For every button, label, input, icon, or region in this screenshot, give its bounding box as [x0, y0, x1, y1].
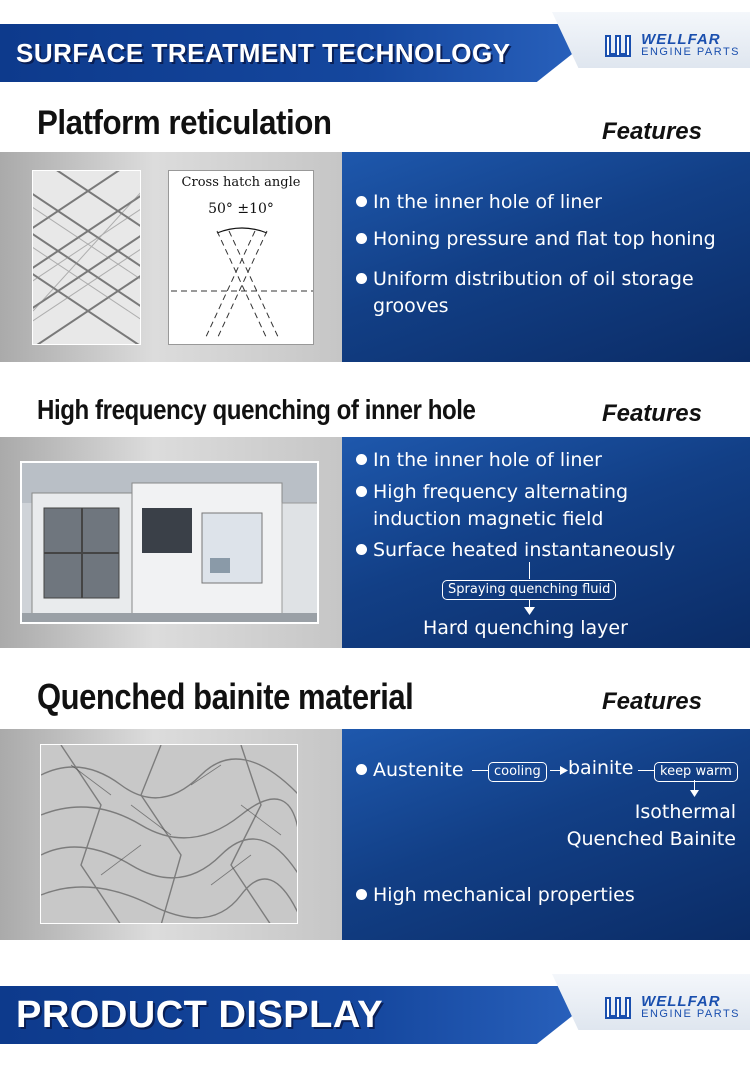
bullet-dot-icon — [356, 764, 367, 775]
logo-name: WELLFAR — [641, 993, 721, 1010]
features-label: Features — [601, 400, 702, 427]
process-connector — [529, 562, 530, 579]
flow-connector — [472, 770, 488, 771]
section-title-platform: Platform reticulation — [37, 104, 332, 142]
process-result: Hard quenching layer — [423, 617, 628, 639]
quenching-machine-photo — [20, 461, 319, 624]
section-title-bainite: Quenched bainite material — [37, 676, 414, 717]
diagram-angle: 50° ±10° — [208, 201, 274, 217]
logo-sub: ENGINE PARTS — [641, 46, 740, 58]
bullet-dot-icon — [356, 889, 367, 900]
cross-hatch-photo — [32, 170, 141, 345]
diagram-title: Cross hatch angle — [181, 175, 301, 190]
logo-name: WELLFAR — [641, 31, 721, 48]
arrow-right-icon — [560, 766, 568, 775]
bullet-dot-icon — [356, 196, 367, 207]
brand-logo — [603, 28, 740, 64]
logo-sub: ENGINE PARTS — [641, 1008, 740, 1020]
bullet-item: In the inner hole of liner — [356, 189, 748, 216]
flow-step-cooling: cooling — [488, 760, 547, 782]
bullet-item — [356, 757, 464, 784]
arrow-down-icon — [690, 790, 699, 797]
logo-mark-icon — [603, 31, 637, 61]
bullet-dot-icon — [356, 233, 367, 244]
flow-start: Austenite — [373, 759, 464, 781]
bullet-dot-icon — [356, 454, 367, 465]
header-banner — [0, 24, 750, 82]
bainite-microstructure-photo — [40, 744, 298, 924]
bullet-item: High mechanical properties — [356, 882, 748, 909]
features-label: Features — [601, 118, 702, 145]
process-tag: Spraying quenching fluid — [442, 578, 616, 600]
banner-title: SURFACE TREATMENT TECHNOLOGY — [16, 38, 511, 68]
banner-title: PRODUCT DISPLAY — [16, 994, 384, 1036]
arrow-down-icon — [524, 607, 535, 615]
panel-features-area — [342, 152, 750, 362]
section-panel-platform — [0, 152, 750, 362]
bullet-item: Surface heated instantaneously — [356, 537, 748, 564]
bullet-item: In the inner hole of liner — [356, 447, 748, 474]
flow-step-keep-warm: keep warm — [654, 760, 738, 782]
bullet-dot-icon — [356, 544, 367, 555]
flow-mid: bainite — [568, 757, 634, 779]
features-label: Features — [601, 688, 702, 715]
section-panel-bainite — [0, 729, 750, 940]
brand-logo — [603, 990, 740, 1026]
bullet-item: Honing pressure and flat top honing — [356, 226, 748, 253]
section-title-quenching: High frequency quenching of inner hole — [37, 394, 476, 425]
flow-result: Isothermal Quenched Bainite — [566, 801, 736, 850]
section-panel-quenching — [0, 437, 750, 648]
cross-hatch-diagram — [168, 170, 314, 345]
bullet-dot-icon — [356, 486, 367, 497]
bullet-dot-icon — [356, 273, 367, 284]
bullet-item: Uniform distribution of oil storage grooves — [356, 266, 748, 320]
flow-connector — [638, 770, 654, 771]
bullet-item: High frequency alternating induction magnetic field — [356, 479, 748, 533]
logo-mark-icon — [603, 993, 637, 1023]
footer-banner — [0, 986, 750, 1044]
